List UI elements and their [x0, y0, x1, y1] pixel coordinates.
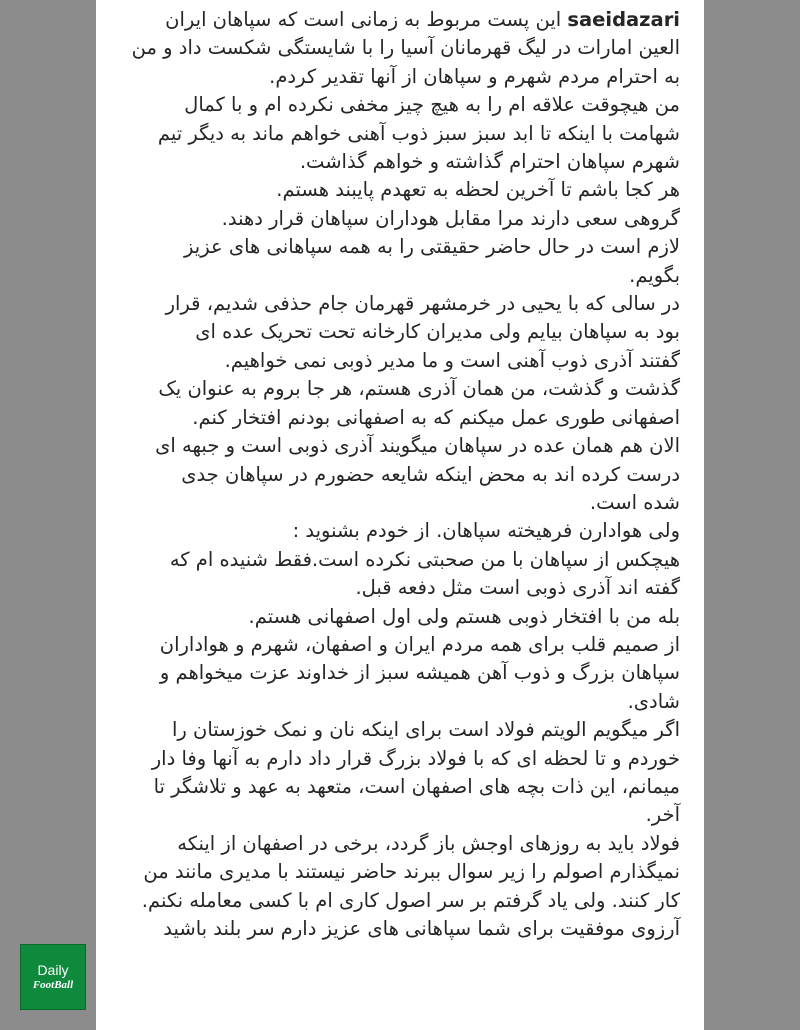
- caption-line: گذشت و گذشت، من همان آذری هستم، هر جا بروم به عنوان یک: [158, 377, 680, 401]
- caption-line: من هیچوقت علاقه ام را به هیچ چیز مخفی نکرده ام و با کمال: [184, 93, 680, 117]
- caption-line: شده است.: [589, 490, 680, 514]
- caption-line: شهرم سپاهان احترام گذاشته و خواهم گذاشت.: [299, 150, 680, 174]
- post-caption-card: [96, 0, 704, 1030]
- caption-line: هیچکس از سپاهان با من صحبتی نکرده است.فقط شنیده ام که: [169, 547, 680, 571]
- caption-first-line-text: این پست مربوط به زمانی است که سپاهان ایران: [165, 8, 562, 31]
- caption-line: ولی هوادارن فرهیخته سپاهان. از خودم بشنوید :: [292, 519, 680, 543]
- caption-line: فولاد باید به روزهای اوجش باز گردد، برخی در اصفهان از اینکه: [177, 831, 680, 855]
- caption-line: الان هم همان عده در سپاهان میگویند آذری ذوبی است و جبهه ای: [155, 434, 680, 458]
- caption-line: آخر.: [645, 803, 680, 827]
- caption-line: بگویم.: [629, 263, 680, 287]
- caption-line: سپاهان بزرگ و ذوب آهن همیشه سبز از خداوند عزت میخواهم و: [159, 661, 680, 685]
- caption-line: بله من با افتخار ذوبی هستم ولی اول اصفهانی هستم.: [248, 604, 680, 628]
- caption-line: گفتند آذری ذوب آهنی است و ما مدیر ذوبی نمی خواهیم.: [224, 348, 680, 372]
- watermark-top-text: Daily: [37, 962, 69, 978]
- caption-line: العین امارات در لیگ قهرمانان آسیا را با شایستگی شکست داد و من: [131, 36, 680, 60]
- caption-line: شهامت با اینکه تا ابد سبز سبز ذوب آهنی خواهم ماند به دیگر تیم: [157, 121, 680, 145]
- caption-line: درست کرده اند به محض اینکه شایعه حضورم در سپاهان جدی: [181, 462, 680, 486]
- post-caption: [116, 6, 680, 943]
- caption-line: میمانم، این ذات بچه های اصفهان است، متعهد به عهد و تلاشگر تا: [153, 774, 680, 798]
- watermark-bottom-text: FootBall: [32, 979, 74, 991]
- caption-line: اگر میگویم الویتم فولاد است برای اینکه نان و نمک خوزستان را: [172, 718, 680, 742]
- caption-line: در سالی که با یحیی در خرمشهر قهرمان جام حذفی شدیم، قرار: [165, 292, 680, 316]
- caption-line: لازم است در حال حاضر حقیقتی را به همه سپاهانی های عزیز: [184, 235, 680, 259]
- caption-line: اصفهانی طوری عمل میکنم که به اصفهانی بودنم افتخار کنم.: [192, 405, 680, 429]
- caption-line: به احترام مردم شهرم و سپاهان از آنها تقدیر کردم.: [269, 64, 680, 88]
- caption-line: شادی.: [627, 689, 680, 713]
- caption-first-line: [116, 6, 680, 34]
- caption-line: آرزوی موفقیت برای شما سپاهانی های عزیز دارم سر بلند باشید: [163, 917, 680, 940]
- caption-line: کار کنند. ولی یاد گرفتم بر سر اصول کاری ام با کسی معامله نکنم.: [141, 888, 680, 912]
- caption-line: گفته اند آذری ذوبی است مثل دفعه قبل.: [355, 576, 680, 600]
- caption-line: گروهی سعی دارند مرا مقابل هوداران سپاهان قرار دهند.: [221, 206, 680, 230]
- caption-line: هر کجا باشم تا آخرین لحظه به تعهدم پایبند هستم.: [276, 178, 680, 202]
- caption-line: بود به سپاهان بیایم ولی مدیران کارخانه تحت تحریک عده ای: [195, 320, 680, 344]
- caption-line: نمیگذارم اصولم را زیر سوال ببرند حاضر نیستند با مدیری مانند من: [143, 860, 680, 884]
- caption-line: از صمیم قلب برای همه مردم ایران و اصفهان، شهرم و هواداران: [159, 632, 680, 656]
- username-link[interactable]: saeidazari: [567, 8, 680, 31]
- daily-football-watermark-logo: [20, 944, 86, 1010]
- caption-line: خوردم و تا لحظه ای که با فولاد بزرگ قرار داد دارم به آنها وفا دار: [151, 746, 680, 770]
